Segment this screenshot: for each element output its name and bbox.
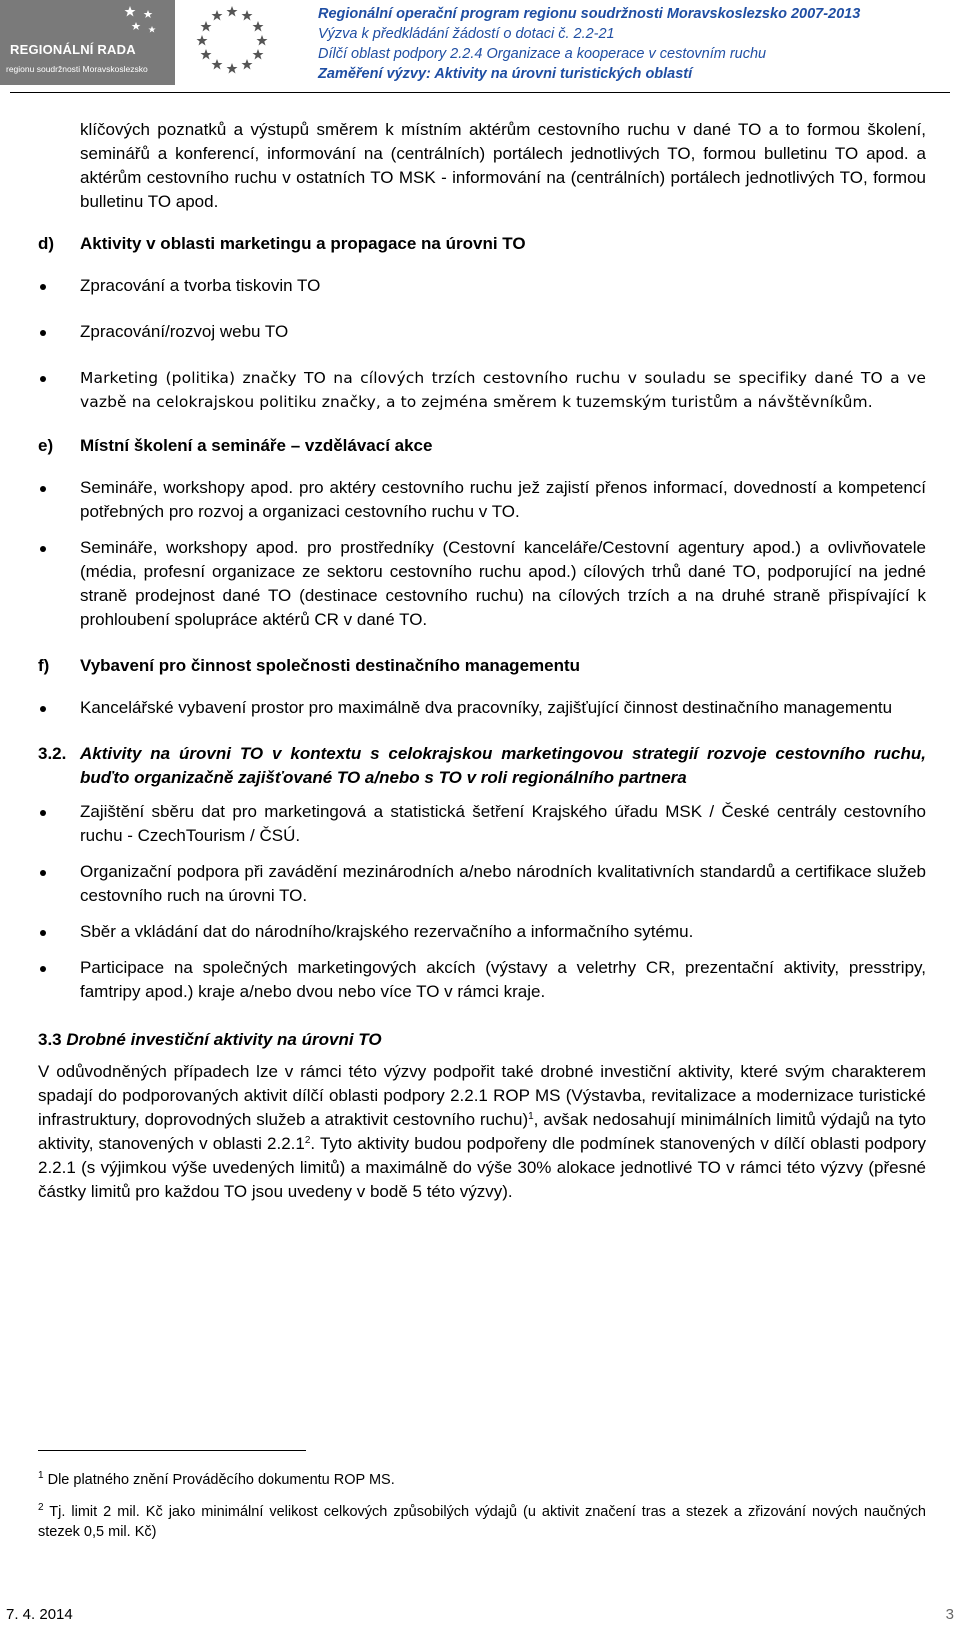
section-f-label: f) <box>38 656 50 675</box>
section-3-3-heading <box>38 1028 926 1052</box>
section-e-heading <box>38 434 926 458</box>
section-e-title: Místní školení a semináře – vzdělávací akce <box>80 436 433 455</box>
intro-paragraph: klíčových poznatků a výstupů směrem k místním aktérům cestovního ruchu v dané TO a to formou školení, seminářů a konferencí, informování na (centrálních) portálech jednotlivých TO, formou bulletinu TO apod. a aktérům cestovního ruchu v ostatních TO MSK - informování na (centrálních) portálech jednotlivých TO, formou bulletinu TO apod. <box>80 120 926 211</box>
regional-council-logo <box>0 0 175 85</box>
section-f-heading <box>38 654 926 678</box>
section-3-2-number: 3.2. <box>38 744 67 763</box>
footnote-divider <box>38 1450 306 1451</box>
list-item: Organizační podpora při zavádění mezinárodních a/nebo národních kvalitativních standardů a certifikace služeb cestovního ruch na úrovni TO. <box>38 860 926 908</box>
footnote-1: $^1$ Dle platného znění Prováděcího dokumentu ROP MS. <box>38 1470 395 1488</box>
footnote-ref-2[interactable]: 2 <box>304 1135 311 1146</box>
list-item: Zpracování/rozvoj webu TO <box>38 320 926 344</box>
section-d-list <box>38 274 926 414</box>
document-body <box>38 118 926 1204</box>
footer-date: 7. 4. 2014 <box>6 1606 73 1623</box>
list-item: Zajištění sběru dat pro marketingová a statistická šetření Krajského úřadu MSK / České centrály cestovního ruchu - CzechTourism / ČSÚ. <box>38 800 926 848</box>
list-item: Semináře, workshopy apod. pro aktéry cestovního ruchu jež zajistí přenos informací, dovedností a kompetencí potřebných pro rozvoj a organizaci cestovního ruchu v TO. <box>38 476 926 524</box>
bullet-icon <box>40 330 46 336</box>
header-call: Výzva k předkládání žádostí o dotaci č. 2.2-21 <box>318 26 615 42</box>
section-3-2-heading <box>38 742 926 790</box>
logo-title: REGIONÁLNÍ RADA <box>10 42 136 57</box>
bullet-icon <box>40 706 46 712</box>
bullet-icon <box>40 546 46 552</box>
bullet-icon <box>40 966 46 972</box>
section-d-heading <box>38 232 926 256</box>
header-focus: Zaměření výzvy: Aktivity na úrovni turistických oblastí <box>318 66 693 82</box>
section-d-label: d) <box>38 234 55 253</box>
list-item: Sběr a vkládání dat do národního/krajského rezervačního a informačního sytému. <box>38 920 926 944</box>
eu-stars-icon <box>196 2 268 74</box>
header-support-area: Dílčí oblast podpory 2.2.4 Organizace a kooperace v cestovním ruchu <box>318 46 767 62</box>
bullet-icon <box>40 810 46 816</box>
list-item: Marketing (politika) značky TO na cílových trzích cestovního ruchu v souladu se specifiky dané TO a ve vazbě na celokrajskou politiku značky, a to zejména směrem k tuzemským turistům a návštěvníkům. <box>38 366 926 414</box>
bullet-icon <box>40 930 46 936</box>
list-item: Semináře, workshopy apod. pro prostředníky (Cestovní kanceláře/Cestovní agentury apod.) a ovlivňovatele (média, profesní organizace ze sektoru cestovního ruchu apod.) cílových trhů dané TO, podporující na jedné straně prodejnost dané TO (destinace cestovního ruchu) na cílových trzích a na druhé straně přispívající k prohloubení spolupráce aktérů CR v dané TO. <box>38 536 926 632</box>
list-item: Participace na společných marketingových akcích (výstavy a veletrhy CR, prezentační aktivity, presstripy, famtripy apod.) kraje a/nebo dvou nebo více TO v rámci kraje. <box>38 956 926 1004</box>
bullet-icon <box>40 870 46 876</box>
header-divider <box>10 92 950 93</box>
section-3-3-number: 3.3 <box>38 1030 62 1049</box>
footnote-ref-1[interactable]: 1 <box>528 1111 534 1122</box>
section-f-title: Vybavení pro činnost společnosti destinačního managementu <box>80 656 581 675</box>
section-3-3-paragraph: V odůvodněných případech lze v rámci této výzvy podpořit také drobné investiční aktivity, které svým charakterem spadají do podporovaných aktivit dílčí oblasti podpory 2.2.1 ROP MS (Výstavba, revitalizace a modernizace turistické infrastruktury, doprovodných služeb a atraktivit cestovního ruchu)$^1$, avšak nedosahují minimálních limitů výdajů na tyto aktivity, stanovených v oblasti 2.2.1$^2$. Tyto aktivity budou podpořeny dle podmínek stanovených v dílčí oblasti podpory 2.2.1 (s výjimkou výše uvedených limitů) a maximálně do výše 30% alokace jednotlivé TO v rámci této výzvy (přesné částky limitů pro každou TO jsou uvedeny v bodě 5 této výzvy). <box>38 1062 926 1201</box>
section-3-2-list <box>38 800 926 1004</box>
bullet-icon <box>40 376 46 382</box>
section-f-list <box>38 696 926 720</box>
bullet-icon <box>40 284 46 290</box>
footnotes <box>38 1470 926 1542</box>
section-3-2-title: Aktivity na úrovni TO v kontextu s celokrajskou marketingovou strategií rozvoje cestovního ruchu, buďto organizačně zajišťované TO a/nebo s TO v roli regionálního partnera <box>80 744 926 787</box>
header-program: Regionální operační program regionu soudržnosti Moravskoslezsko 2007-2013 <box>318 6 861 22</box>
section-e-label: e) <box>38 436 54 455</box>
section-d-title: Aktivity v oblasti marketingu a propagace na úrovni TO <box>80 234 526 253</box>
footnote-2: $^2$ Tj. limit 2 mil. Kč jako minimální velikost celkových způsobilých výdajů (u aktivit značení tras a stezek a zřizování nových naučných stezek 0,5 mil. Kč) <box>38 1502 926 1540</box>
bullet-icon <box>40 486 46 492</box>
logo-stars-icon <box>120 4 160 40</box>
list-item: Zpracování a tvorba tiskovin TO <box>38 274 926 298</box>
list-item: Kancelářské vybavení prostor pro maximálně dva pracovníky, zajišťující činnost destinačního managementu <box>38 696 926 720</box>
section-3-3-title: Drobné investiční aktivity na úrovni TO <box>66 1030 382 1049</box>
logo-subtitle: regionu soudržnosti Moravskoslezsko <box>6 64 148 74</box>
section-e-list <box>38 476 926 632</box>
page-header <box>0 0 960 90</box>
header-text <box>318 4 860 84</box>
page-number: 3 <box>945 1606 954 1623</box>
